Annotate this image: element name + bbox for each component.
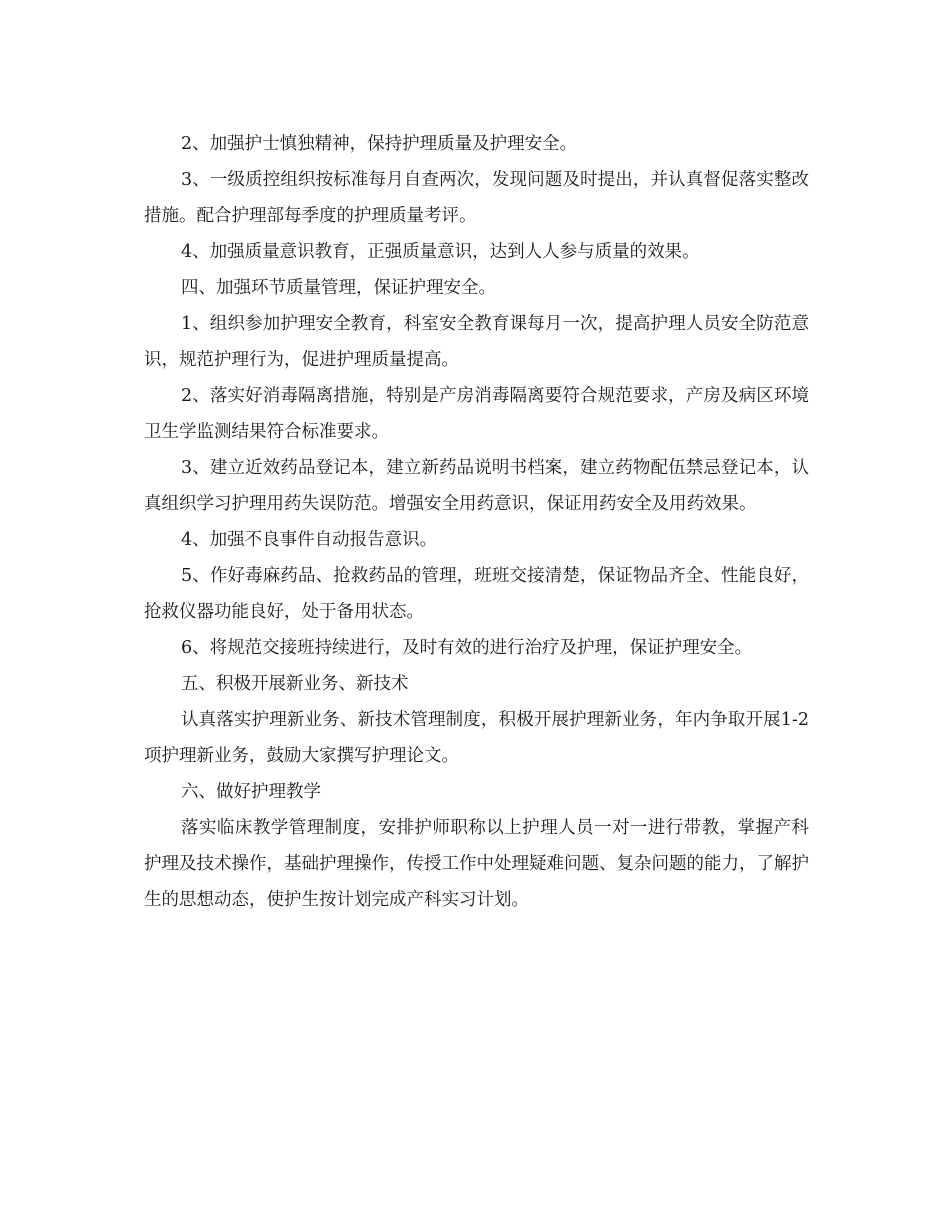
paragraph: 2、落实好消毒隔离措施，特别是产房消毒隔离要符合规范要求，产房及病区环境卫生学监测结果符合标准要求。 xyxy=(144,386,809,442)
section-heading: 四、加强环节质量管理，保证护理安全。 xyxy=(181,278,496,298)
document-body xyxy=(144,126,809,918)
paragraph: 4、加强质量意识教育，正强质量意识，达到人人参与质量的效果。 xyxy=(181,242,700,262)
paragraph: 认真落实护理新业务、新技术管理制度，积极开展护理新业务，年内争取开展1-2项护理新业务，鼓励大家撰写护理论文。 xyxy=(144,710,809,766)
paragraph: 5、作好毒麻药品、抢救药品的管理，班班交接清楚，保证物品齐全、性能良好，抢救仪器功能良好，处于备用状态。 xyxy=(144,566,809,622)
paragraph: 3、建立近效药品登记本，建立新药品说明书档案，建立药物配伍禁忌登记本，认真组织学习护理用药失误防范。增强安全用药意识，保证用药安全及用药效果。 xyxy=(144,458,809,514)
paragraph: 4、加强不良事件自动报告意识。 xyxy=(181,530,438,550)
paragraph: 1、组织参加护理安全教育，科室安全教育课每月一次，提高护理人员安全防范意识，规范护理行为，促进护理质量提高。 xyxy=(144,314,809,370)
paragraph: 6、将规范交接班持续进行，及时有效的进行治疗及护理，保证护理安全。 xyxy=(181,638,753,658)
section-heading: 六、做好护理教学 xyxy=(181,782,321,802)
paragraph: 落实临床教学管理制度，安排护师职称以上护理人员一对一进行带教，掌握产科护理及技术操作，基础护理操作，传授工作中处理疑难问题、复杂问题的能力，了解护生的思想动态，使护生按计划完成产科实习计划。 xyxy=(144,818,809,910)
paragraph: 2、加强护士慎独精神，保持护理质量及护理安全。 xyxy=(181,134,578,154)
section-heading: 五、积极开展新业务、新技术 xyxy=(181,674,409,694)
paragraph: 3、一级质控组织按标准每月自查两次，发现问题及时提出，并认真督促落实整改措施。配合护理部每季度的护理质量考评。 xyxy=(144,170,809,226)
